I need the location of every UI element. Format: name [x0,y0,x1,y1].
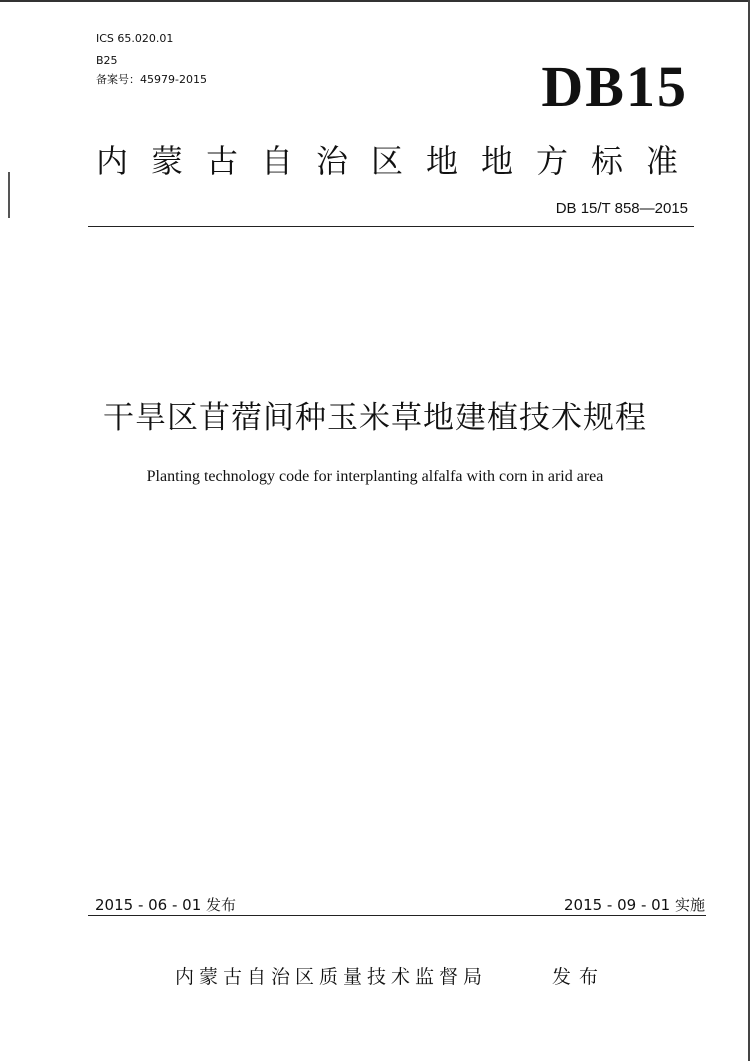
title-chinese: 干旱区苜蓿间种玉米草地建植技术规程 [103,400,647,436]
standard-logo: DB15 [541,54,688,119]
header-divider [88,226,694,227]
scan-mark [8,172,10,218]
record-number: 备案号：45979-2015 [96,73,207,86]
publisher-action: 发布 [552,966,607,988]
standard-type-name: 内蒙古自治区地地方标准 [96,142,702,180]
implementation-date: 2015 - 09 - 01 实施 [563,896,705,914]
classification-code: B25 [96,54,118,67]
standard-code: DB 15/T 858—2015 [555,200,688,217]
ics-number: ICS 65.020.01 [96,32,174,45]
title-english: Planting technology code for interplanting alfalfa with corn in arid area [146,468,604,485]
footer-divider [88,915,706,916]
issue-date: 2015 - 06 - 01 发布 [95,896,237,914]
scan-top-edge [0,0,750,2]
publisher-name: 内蒙古自治区质量技术监督局 [175,966,488,988]
